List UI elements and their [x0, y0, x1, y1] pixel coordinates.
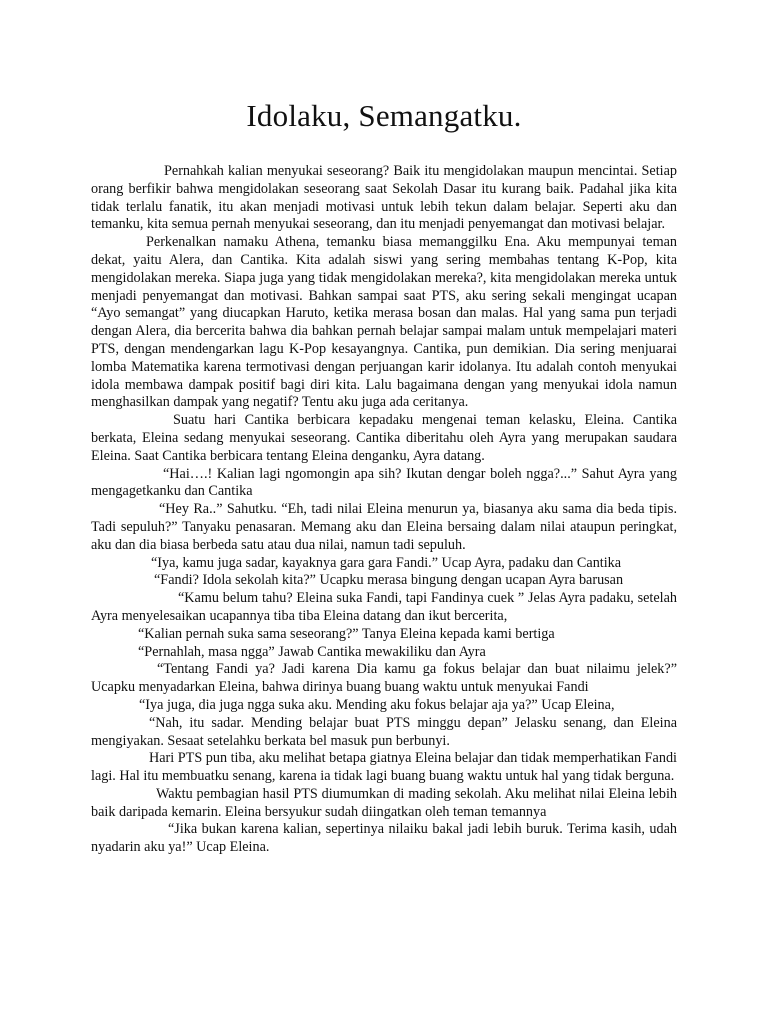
paragraph: “Nah, itu sadar. Mending belajar buat PTS minggu depan” Jelasku senang, dan Eleina mengiyakan. Sesaat setelahku berkata bel masuk pun berbunyi.: [91, 714, 677, 749]
document-title: Idolaku, Semangatku.: [246, 98, 522, 133]
paragraph: “Jika bukan karena kalian, sepertinya nilaiku bakal jadi lebih buruk. Terima kasih, udah nyadarin aku ya!” Ucap Eleina.: [91, 821, 677, 856]
paragraph: “Tentang Fandi ya? Jadi karena Dia kamu ga fokus belajar dan buat nilaimu jelek?” Ucapku menyadarkan Eleina, bahwa dirinya buang buang waktu untuk menyukai Fandi: [91, 661, 677, 696]
paragraph: Hari PTS pun tiba, aku melihat betapa giatnya Eleina belajar dan tidak memperhatikan Fandi lagi. Hal itu membuatku senang, karena ia tidak lagi buang buang waktu untuk hal yang tidak berguna.: [91, 750, 677, 785]
paragraph: “Fandi? Idola sekolah kita?” Ucapku merasa bingung dengan ucapan Ayra barusan: [154, 572, 624, 589]
paragraph: “Kalian pernah suka sama seseorang?” Tanya Eleina kepada kami bertiga: [138, 625, 555, 642]
paragraph: “Hey Ra..” Sahutku. “Eh, tadi nilai Eleina menurun ya, biasanya aku sama dia beda tipis. Tadi sepuluh?” Tanyaku penasaran. Memang aku dan Eleina bersaing dalam nilai ataupun peringkat, aku dan dia biasa berbeda satu atau dua nilai, namun tadi sepuluh.: [91, 501, 677, 553]
paragraph: Suatu hari Cantika berbicara kepadaku mengenai teman kelasku, Eleina. Cantika berkata, Eleina sedang menyukai seseorang. Cantika diberitahu oleh Ayra yang merupakan saudara Eleina. Saat Cantika berbicara tentang Eleina denganku, Ayra datang.: [91, 412, 677, 464]
paragraph: “Kamu belum tahu? Eleina suka Fandi, tapi Fandinya cuek ” Jelas Ayra padaku, setelah Ayra menyelesaikan ucapannya tiba tiba Eleina datang dan ikut bercerita,: [91, 590, 677, 624]
paragraph: “Iya juga, dia juga ngga suka aku. Mending aku fokus belajar aja ya?” Ucap Eleina,: [139, 696, 615, 713]
paragraph: Pernahkah kalian menyukai seseorang? Baik itu mengidolakan maupun mencintai. Setiap orang berfikir bahwa mengidolakan seseorang saat Sekolah Dasar itu kurang baik. Padahal jika kita tidak terlalu fanatik, itu akan menjadi motivasi untuk lebih tekun dalam belajar. Seperti aku dan temanku, kita semua pernah menyukai seseorang, dan itu menjadi penyemangat dan motivasi belajar.: [91, 163, 677, 233]
paragraph: Waktu pembagian hasil PTS diumumkan di mading sekolah. Aku melihat nilai Eleina lebih baik daripada kemarin. Eleina bersyukur sudah diingatkan oleh teman temannya: [91, 785, 677, 820]
paragraph: “Iya, kamu juga sadar, kayaknya gara gara Fandi.” Ucap Ayra, padaku dan Cantika: [151, 554, 622, 571]
paragraph: “Hai….! Kalian lagi ngomongin apa sih? Ikutan dengar boleh ngga?...” Sahut Ayra yang mengagetkanku dan Cantika: [91, 465, 677, 500]
document-body: [91, 163, 677, 857]
paragraph: “Pernahlah, masa ngga” Jawab Cantika mewakiliku dan Ayra: [138, 643, 486, 660]
paragraph: Perkenalkan namaku Athena, temanku biasa memanggilku Ena. Aku mempunyai teman dekat, yaitu Alera, dan Cantika. Kita adalah siswi yang sering membahas tentang K-Pop, kita mengidolakan mereka. Siapa juga yang tidak mengidolakan mereka?, kita mengidolakan mereka untuk menjadi penyemangat dan motivasi. Bahkan sampai saat PTS, aku sering sekali mengingat ucapan “Ayo semangat” yang diucapkan Haruto, ketika merasa bosan dan malas. Hal yang sama pun terjadi dengan Alera, dia bercerita bahwa dia bahkan pernah belajar sampai malam untuk mempelajari materi PTS, dengan mendengarkan lagu K-Pop kesayangnya. Cantika, pun demikian. Dia sering menjuarai lomba Matematika karena termotivasi dengan perjuangan karir idolanya. Itu adalah contoh menyukai idola membawa dampak positif bagi diri kita. Lalu bagaimana dengan yang menyukai idola namun menghasilkan dampak yang negatif? Tentu aku juga ada ceritanya.: [91, 234, 677, 411]
